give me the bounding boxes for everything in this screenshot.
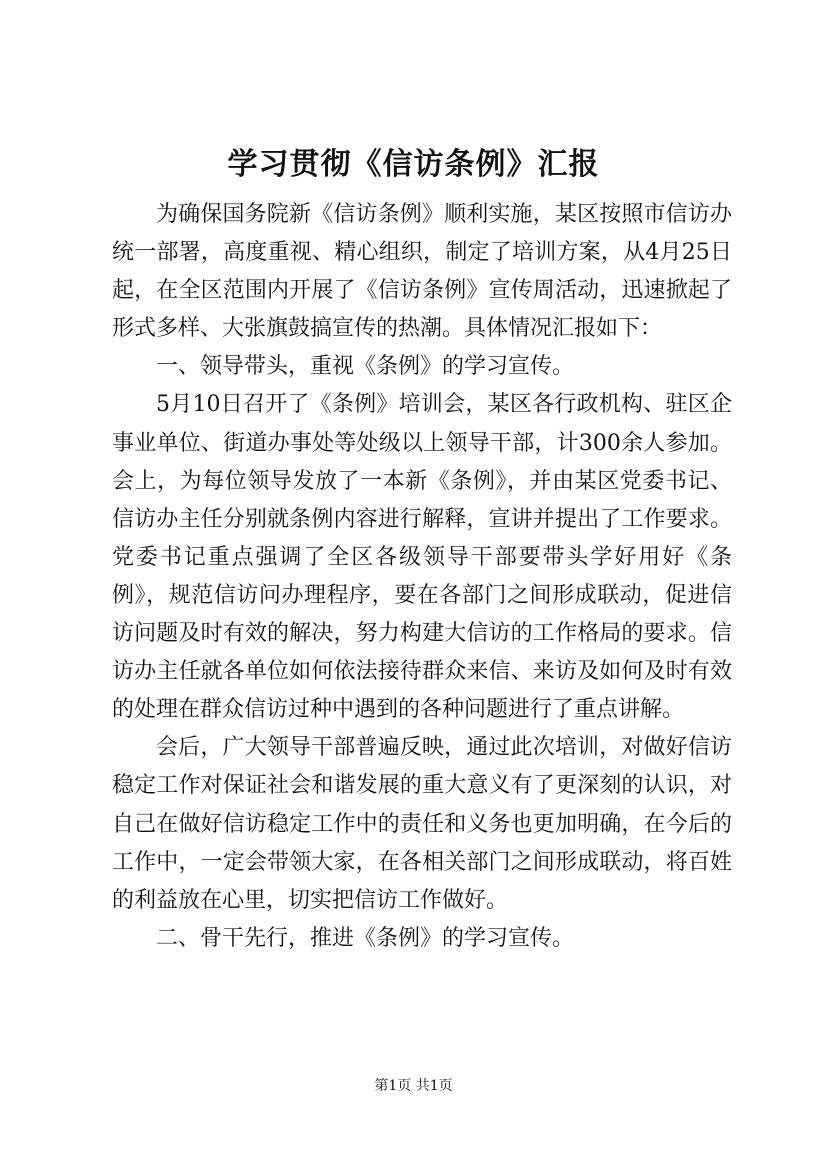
- section-heading-1: 一、领导带头，重视《条例》的学习宣传。: [156, 354, 575, 380]
- paragraph-feedback: 会后，广大领导干部普遍反映，通过此次培训，对做好信访稳定工作对保证社会和谐发展的重大意义有了更深刻的认识，对自己在做好信访稳定工作中的责任和义务也更加明确，在今后的工作中，一定会带领大家，在各相关部门之间形成联动，将百姓的利益放在心里，切实把信访工作做好。: [112, 735, 732, 913]
- section-heading-2: 二、骨干先行，推进《条例》的学习宣传。: [156, 925, 575, 951]
- paragraph-training: 5月10日召开了《条例》培训会，某区各行政机构、驻区企事业单位、街道办事处等处级以上领导干部，计300余人参加。会上，为每位领导发放了一本新《条例》，并由某区党委书记、信访办主任分别就条例内容进行解释，宣讲并提出了工作要求。党委书记重点强调了全区各级领导干部要带头学好用好《条例》，规范信访问办理程序，要在各部门之间形成联动，促进信访问题及时有效的解决，努力构建大信访的工作格局的要求。信访办主任就各单位如何依法接待群众来信、来访及如何及时有效的处理在群众信访过种中遇到的各种问题进行了重点讲解。: [112, 392, 732, 723]
- page-footer: 第1页 共1页: [374, 1078, 453, 1094]
- paragraph-intro: 为确保国务院新《信访条例》顺利实施，某区按照市信访办统一部署，高度重视、精心组织，制定了培训方案，从4月25日起，在全区范围内开展了《信访条例》宣传周活动，迅速掀起了形式多样、大张旗鼓搞宣传的热潮。具体情况汇报如下：: [112, 202, 732, 342]
- document-body: [112, 196, 732, 958]
- document-title: 学习贯彻《信访条例》汇报: [227, 147, 600, 182]
